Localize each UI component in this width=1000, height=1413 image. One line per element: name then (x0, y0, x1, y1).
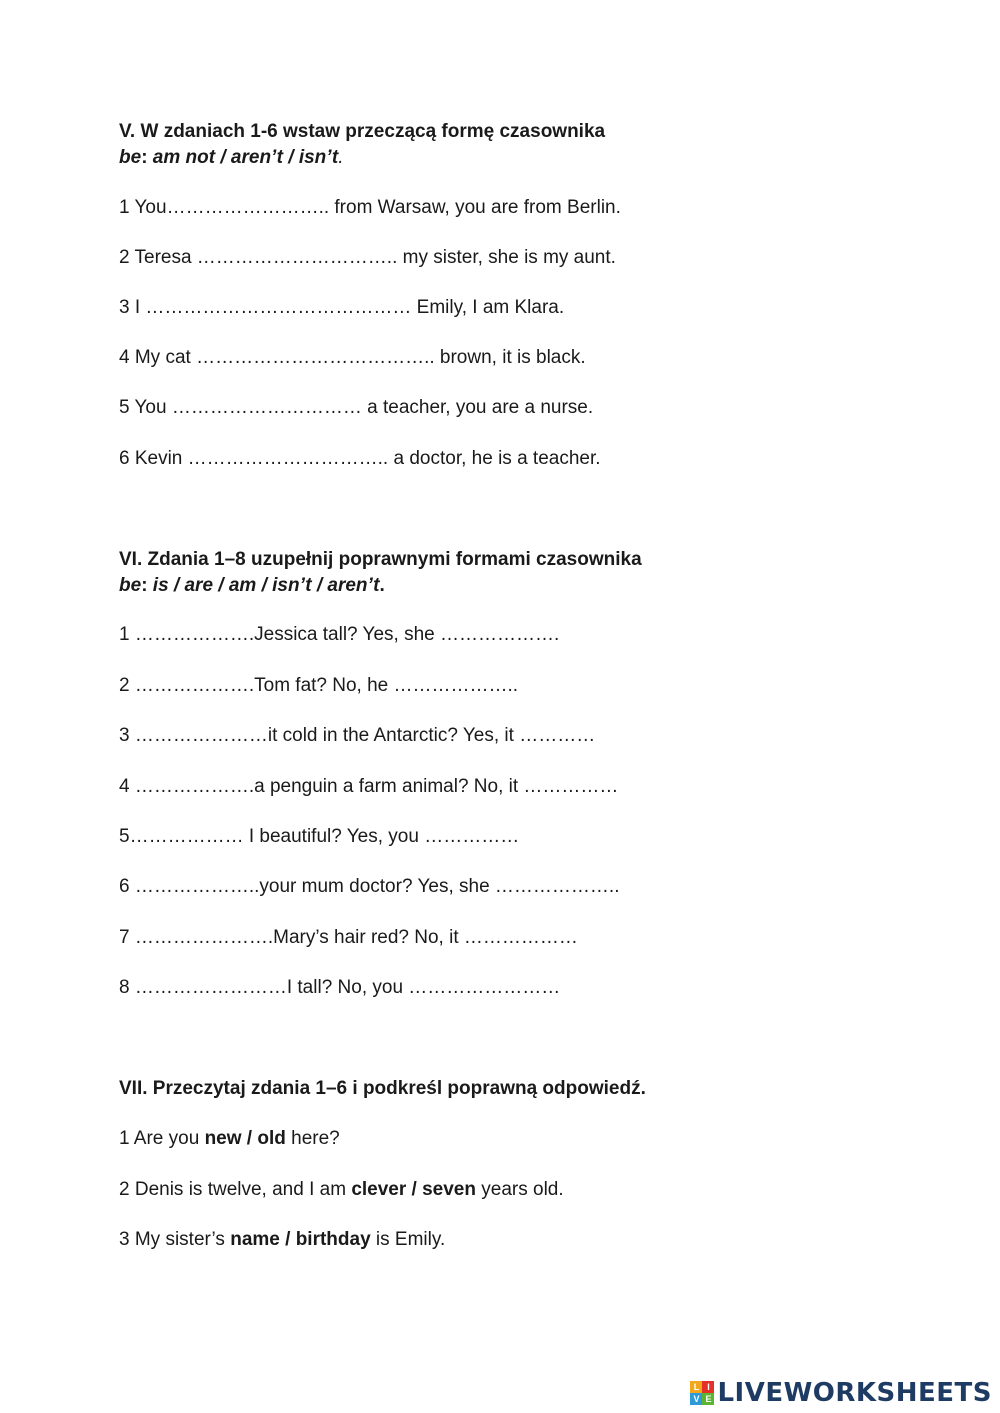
exercise-6-item[interactable]: 7 ………………….Mary’s hair red? No, it ……………… (119, 927, 578, 948)
exercise-6-title: VI. Zdania 1–8 uzupełnij poprawnymi formami czasownika (119, 549, 642, 570)
be-word: be (119, 147, 142, 168)
exercise-6-item[interactable]: 1 ……………….Jessica tall? Yes, she ………………. (119, 624, 560, 645)
exercise-6-item[interactable]: 6 ………………..your mum doctor? Yes, she ……………….. (119, 876, 620, 897)
exercise-5-item[interactable]: 5 You ………………………… a teacher, you are a nurse. (119, 397, 594, 418)
exercise-5-item[interactable]: 6 Kevin ………………………….. a doctor, he is a teacher. (119, 448, 601, 469)
exercise-5-item[interactable]: 1 You…………………….. from Warsaw, you are from Berlin. (119, 197, 621, 218)
be-forms: am not / aren’t / isn’t (152, 147, 339, 168)
liveworksheets-logo (690, 1376, 992, 1410)
exercise-6-item[interactable]: 4 ……………….a penguin a farm animal? No, it …………… (119, 776, 619, 797)
exercise-6-item[interactable]: 2 ……………….Tom fat? No, he ……………….. (119, 675, 519, 696)
exercise-6-item[interactable]: 3 …………………it cold in the Antarctic? Yes, it ………… (119, 725, 596, 746)
be-forms: is / are / am / isn’t / aren’t (152, 575, 380, 596)
exercise-5-title: V. W zdaniach 1-6 wstaw przeczącą formę czasownika (119, 121, 606, 142)
exercise-5-item[interactable]: 2 Teresa ………………………….. my sister, she is my aunt. (119, 247, 616, 268)
exercise-7-item: 1 Are you new / old here? (119, 1128, 340, 1149)
answer-choice[interactable]: new / old (204, 1128, 286, 1149)
exercise-7-title: VII. Przeczytaj zdania 1–6 i podkreśl poprawną odpowiedź. (119, 1078, 646, 1099)
exercise-5-item[interactable]: 4 My cat ……………………………….. brown, it is black. (119, 347, 586, 368)
exercise-6-subtitle: be: is / are / am / isn’t / aren’t. (119, 575, 385, 596)
exercise-7-item: 2 Denis is twelve, and I am clever / seven years old. (119, 1179, 564, 1200)
exercise-5-subtitle: be: am not / aren’t / isn’t. (119, 147, 344, 168)
be-word: be (119, 575, 142, 596)
answer-choice[interactable]: clever / seven (351, 1179, 476, 1200)
exercise-5-item[interactable]: 3 I …………………………………… Emily, I am Klara. (119, 297, 565, 318)
answer-choice[interactable]: name / birthday (230, 1229, 371, 1250)
logo-text: LIVEWORKSHEETS (717, 1378, 992, 1408)
exercise-6-item[interactable]: 5……………… I beautiful? Yes, you …………… (119, 826, 520, 847)
logo-mark-icon: L I V E (690, 1381, 714, 1405)
exercise-6-item[interactable]: 8 ……………………I tall? No, you …………………… (119, 977, 561, 998)
exercise-7-item: 3 My sister’s name / birthday is Emily. (119, 1229, 446, 1250)
